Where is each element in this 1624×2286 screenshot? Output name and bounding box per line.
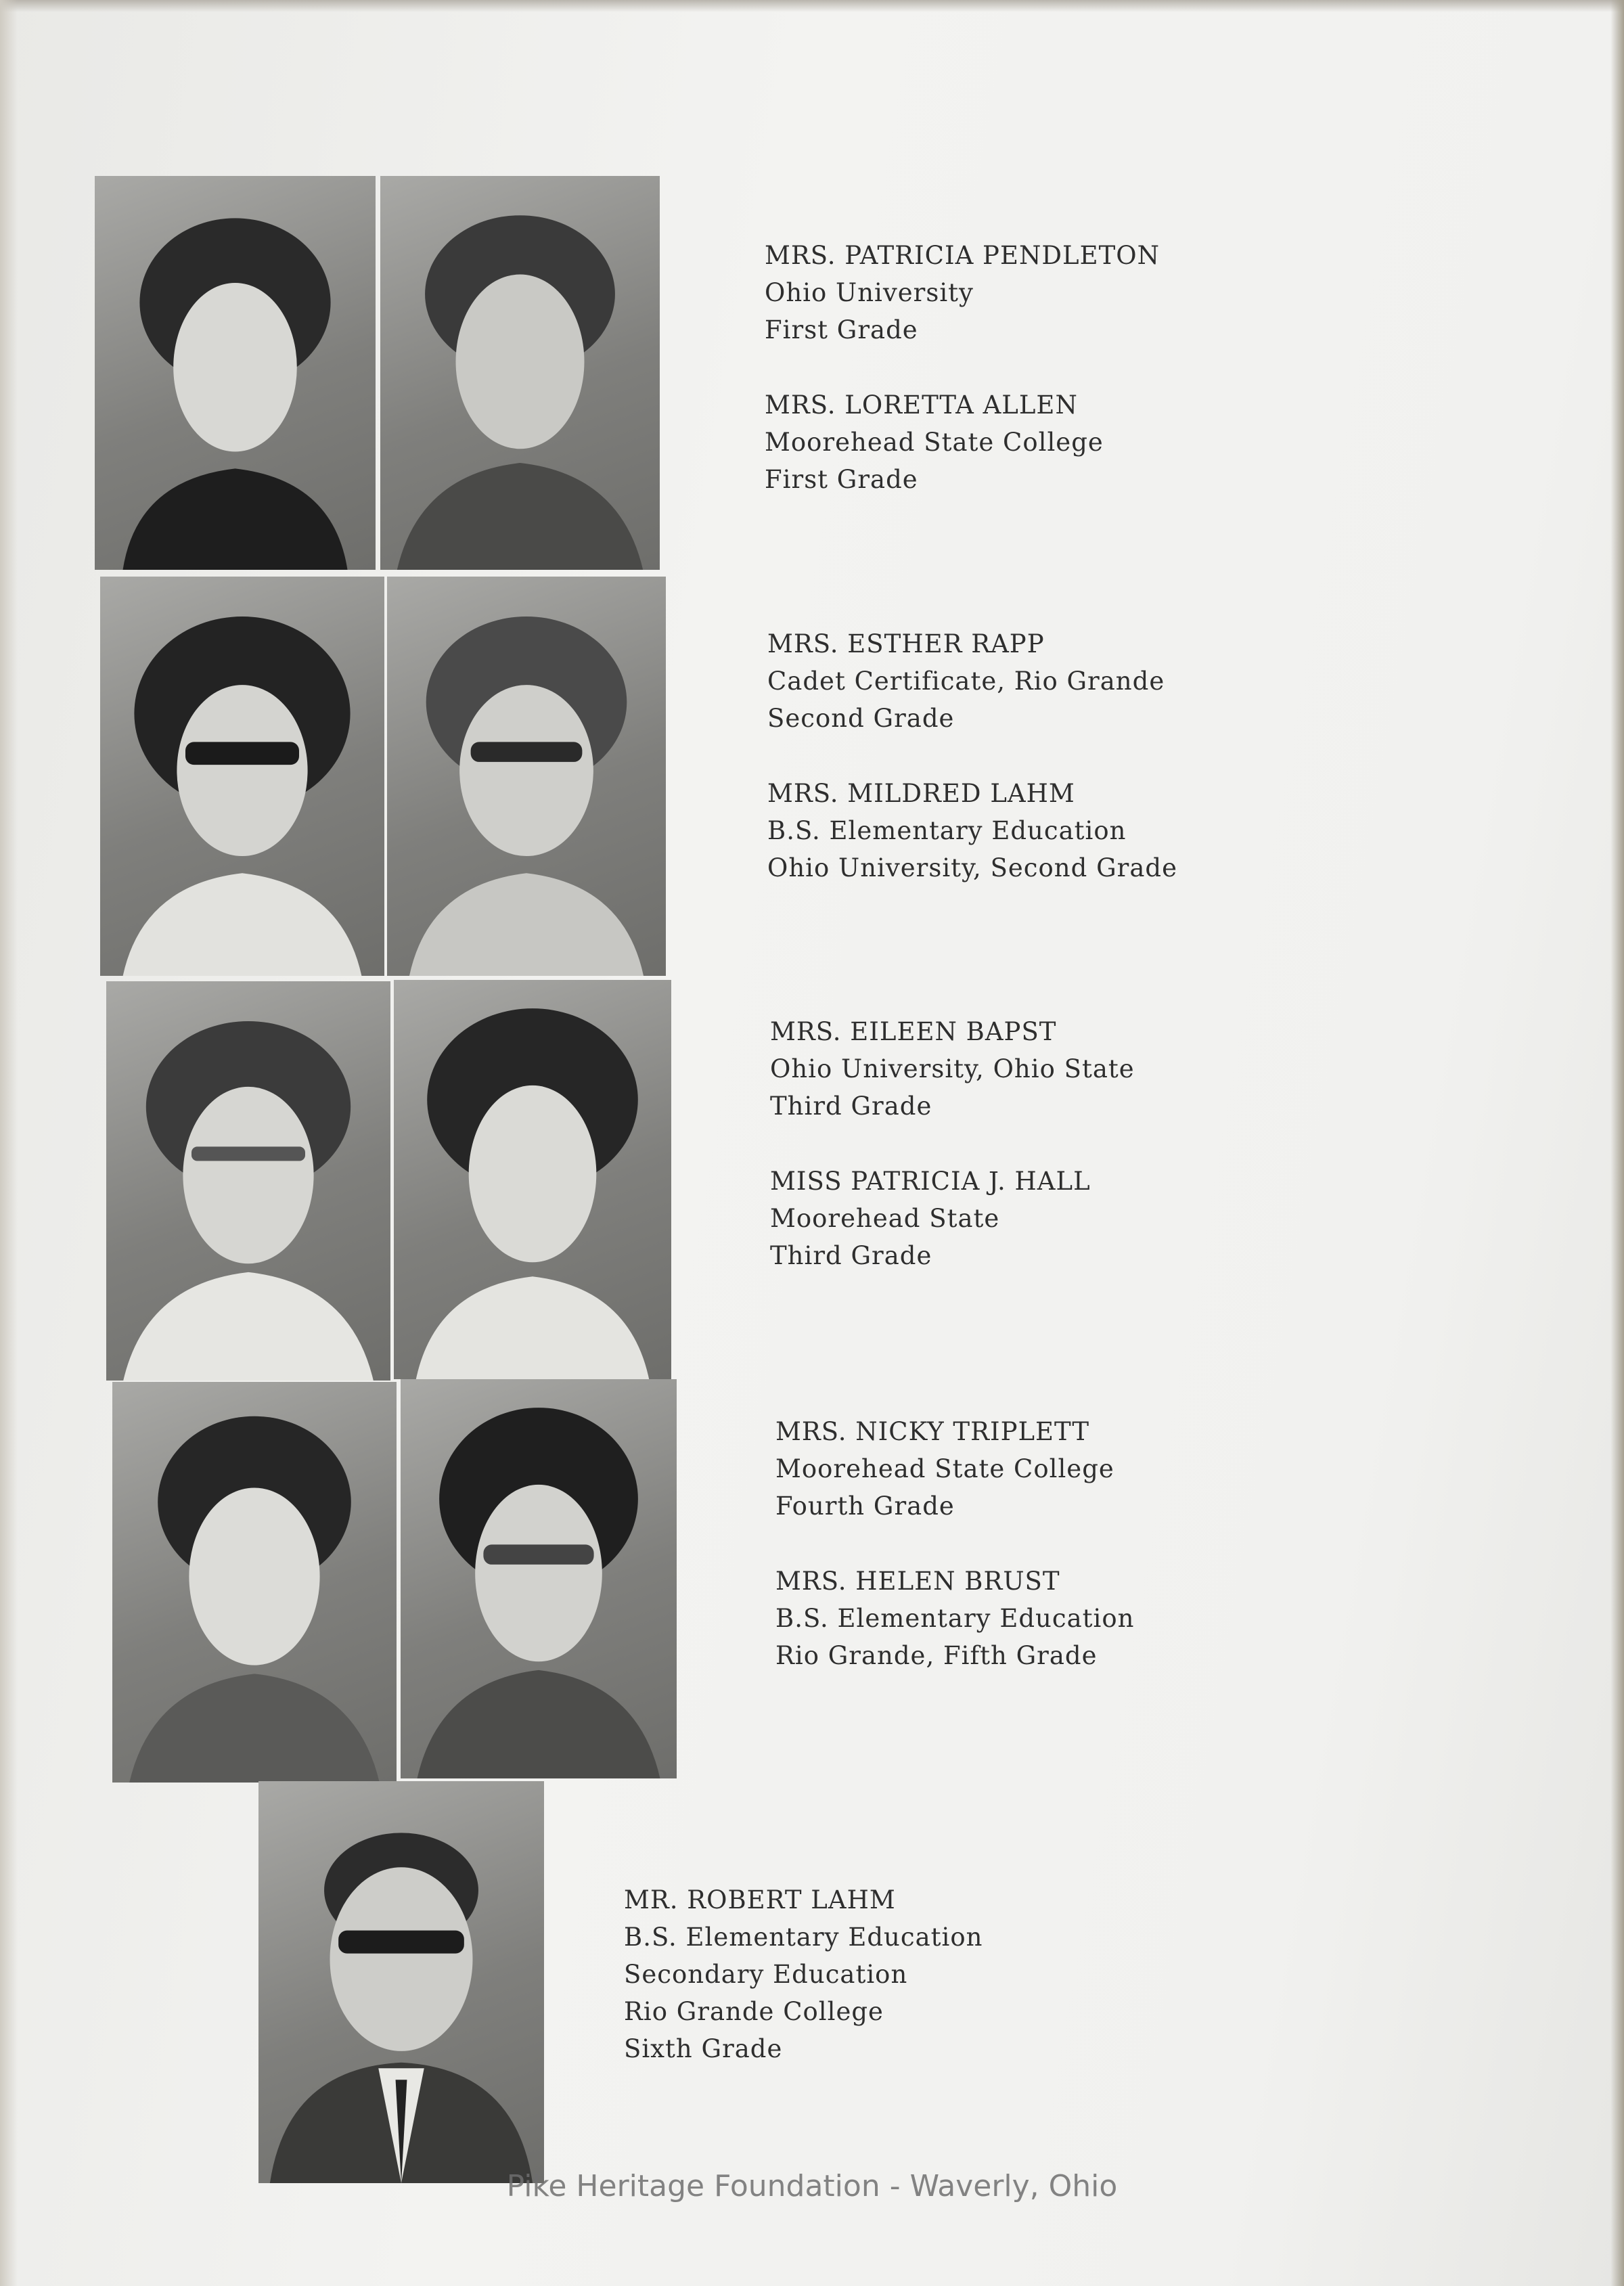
- teacher-education: B.S. Elementary Education: [767, 816, 1127, 845]
- teacher-name: MRS. LORETTA ALLEN: [765, 390, 1078, 420]
- teacher-name: MISS PATRICIA J. HALL: [770, 1167, 1091, 1196]
- teacher-name: MRS. MILDRED LAHM: [767, 779, 1075, 808]
- teacher-grade: Second Grade: [767, 704, 955, 733]
- teacher-education: Cadet Certificate, Rio Grande: [767, 667, 1165, 696]
- portrait-mildred-lahm: [387, 577, 666, 976]
- caption-group-row-5: [624, 1881, 983, 2067]
- teacher-education: Moorehead State College: [765, 428, 1104, 457]
- page-right-edge: [1610, 0, 1624, 2286]
- teacher-name: MRS. NICKY TRIPLETT: [775, 1417, 1090, 1446]
- teacher-name: MRS. EILEEN BAPST: [770, 1017, 1057, 1046]
- teacher-education: Ohio University: [765, 278, 974, 307]
- page-left-edge: [0, 0, 18, 2286]
- portrait-nicky-triplett: [112, 1382, 397, 1783]
- teacher-education: B.S. Elementary Education: [775, 1604, 1135, 1633]
- watermark: Pike Heritage Foundation - Waverly, Ohio: [506, 2169, 1118, 2203]
- caption-group-row-2: [767, 625, 1177, 887]
- teacher-grade: Third Grade: [770, 1092, 932, 1121]
- teacher-grade: Fourth Grade: [775, 1492, 955, 1521]
- teacher-education: Rio Grande College: [624, 1997, 884, 2026]
- teacher-name: MR. ROBERT LAHM: [624, 1885, 896, 1914]
- teacher-grade: Rio Grande, Fifth Grade: [775, 1641, 1098, 1670]
- caption-group-row-3: [770, 1013, 1135, 1274]
- teacher-name: MRS. HELEN BRUST: [775, 1567, 1060, 1596]
- teacher-education: Ohio University, Ohio State: [770, 1054, 1135, 1083]
- teacher-name: MRS. PATRICIA PENDLETON: [765, 241, 1160, 270]
- teacher-grade: Ohio University, Second Grade: [767, 853, 1177, 882]
- teacher-name: MRS. ESTHER RAPP: [767, 629, 1045, 658]
- teacher-education: Moorehead State College: [775, 1454, 1114, 1483]
- teacher-grade: Sixth Grade: [624, 2034, 783, 2063]
- portrait-patricia-hall: [394, 980, 671, 1379]
- caption-group-row-4: [775, 1413, 1134, 1674]
- teacher-education: Moorehead State: [770, 1204, 1000, 1233]
- portrait-robert-lahm: [258, 1781, 544, 2183]
- portrait-esther-rapp: [100, 577, 384, 976]
- teacher-grade: Third Grade: [770, 1241, 932, 1270]
- caption-group-row-1: [765, 237, 1160, 498]
- portrait-patricia-pendleton: [95, 176, 376, 570]
- portrait-loretta-allen: [380, 176, 660, 570]
- teacher-education: B.S. Elementary Education: [624, 1923, 983, 1952]
- portrait-helen-brust: [401, 1379, 677, 1778]
- teacher-grade: First Grade: [765, 465, 918, 494]
- teacher-grade: First Grade: [765, 315, 918, 344]
- portrait-eileen-bapst: [106, 981, 390, 1381]
- teacher-education: Secondary Education: [624, 1960, 908, 1989]
- page-top-edge: [0, 0, 1624, 12]
